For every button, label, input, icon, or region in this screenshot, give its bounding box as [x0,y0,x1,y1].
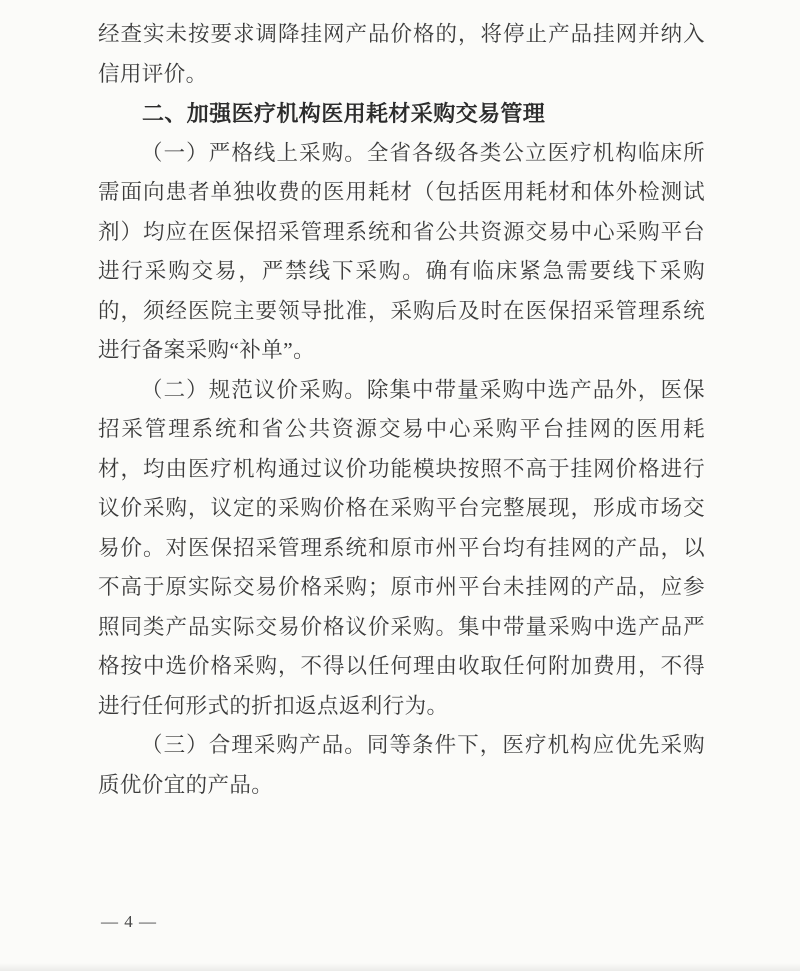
page-number: — 4 — [101,912,157,931]
paragraph-continued: 经查实未按要求调降挂网产品价格的，将停止产品挂网并纳入信用评价。 [98,22,705,86]
document-body [98,15,705,805]
paragraph-item-3: （三）合理采购产品。同等条件下，医疗机构应优先采购质优价宜的产品。 [98,733,705,797]
paragraph-item-1: （一）严格线上采购。全省各级各类公立医疗机构临床所需面向患者单独收费的医用耗材（包括医用耗材和体外检测试剂）均应在医保招采管理系统和省公共资源交易中心采购平台进行采购交易，严禁线下采购。确有临床紧急需要线下采购的，须经医院主要领导批准，采购后及时在医保招采管理系统进行备案采购“补单”。 [98,140,705,362]
section-heading: 二、加强医疗机构医用耗材采购交易管理 [142,101,546,126]
paragraph-item-2: （二）规范议价采购。除集中带量采购中选产品外，医保招采管理系统和省公共资源交易中心采购平台挂网的医用耗材，均由医疗机构通过议价功能模块按照不高于挂网价格进行议价采购，议定的采购价格在采购平台完整展现，形成市场交易价。对医保招采管理系统和原市州平台均有挂网的产品，以不高于原实际交易价格采购；原市州平台未挂网的产品，应参照同类产品实际交易价格议价采购。集中带量采购中选产品严格按中选价格采购，不得以任何理由收取任何附加费用，不得进行任何形式的折扣返点返利行为。 [98,377,705,718]
